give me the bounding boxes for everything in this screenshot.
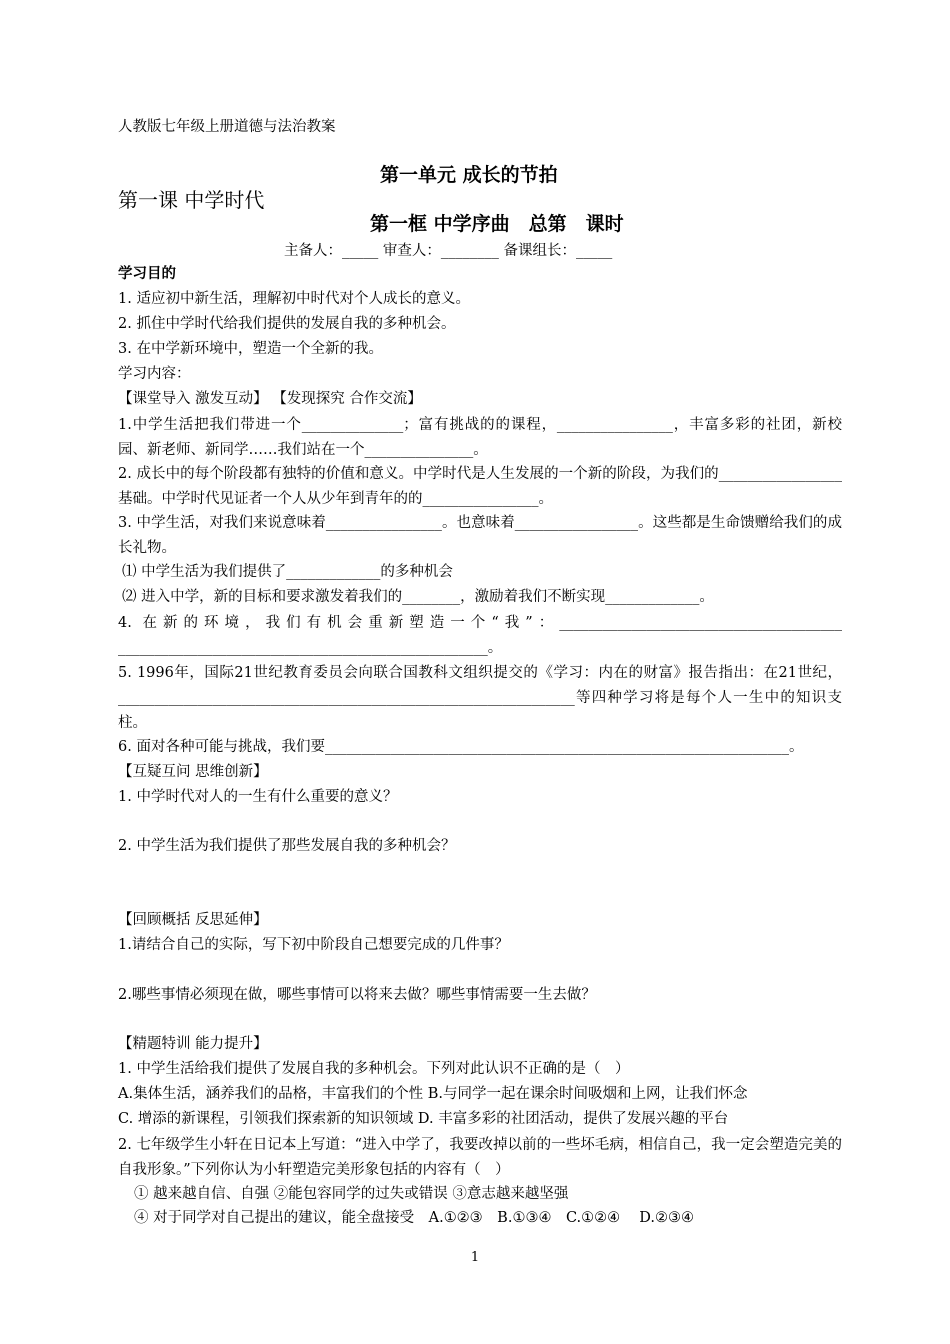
content-heading: 学习内容： (118, 366, 191, 382)
review-question-2: 2.哪些事情必须现在做，哪些事情可以将来去做？哪些事情需要一生去做？ (118, 987, 596, 1003)
review-heading: 【回顾概括 反思延伸】 (118, 912, 268, 928)
content-question-5: 5. 1996年，国际21世纪教育委员会向联合国教科文组织提交的《学习：内在的财富》报告指出：在21世纪，_______________________________________________________________等四种学习将是每个人一生中的知识支柱。 (118, 665, 842, 731)
content-question-4: 4. 在新的环境，我们有机会重新塑造一个“我”：_______________________________________ ___________________________________________________。 (118, 615, 842, 656)
frame-title: 第一框 中学序曲 总第 课时 (370, 213, 624, 235)
training-heading: 【精题特训 能力提升】 (118, 1036, 268, 1052)
training-question-2: 2. 七年级学生小轩在日记本上写道：“进入中学了，我要改掉以前的一些坏毛病，相信自己，我一定会塑造完美的自我形象。”下列你认为小轩塑造完美形象包括的内容有（ ） (118, 1137, 842, 1178)
content-question-3-1: ⑴ 中学生活为我们提供了_____________的多种机会 (122, 564, 453, 580)
section-intro-heading: 【课堂导入 激发互动】 【发现探究 合作交流】 (118, 391, 422, 407)
document-header: 人教版七年级上册道德与法治教案 (118, 119, 336, 135)
objective-item: 3. 在中学新环境中，塑造一个全新的我。 (118, 341, 383, 357)
objectives-heading: 学习目的 (118, 265, 176, 282)
inquiry-heading: 【互疑互问 思维创新】 (118, 764, 268, 780)
training-question-1: 1. 中学生活给我们提供了发展自我的多种机会。下列对此认识不正确的是（ ） (118, 1061, 630, 1077)
training-question-1-options-cd: C. 增添的新课程，引领我们探索新的知识领域 D. 丰富多彩的社团活动，提供了发展兴趣的平台 (118, 1111, 729, 1127)
objective-item: 2. 抓住中学时代给我们提供的发展自我的多种机会。 (118, 316, 456, 332)
content-question-1: 1.中学生活把我们带进一个______________；富有挑战的的课程，________________，丰富多彩的社团，新校园、新老师、新同学……我们站在一个_______________。 (118, 417, 842, 458)
objective-item: 1. 适应初中新生活，理解初中时代对个人成长的意义。 (118, 291, 470, 307)
preparers-line: 主备人：_____ 审查人：________ 备课组长：_____ (284, 243, 613, 259)
training-question-2-options-2: ④ 对于同学对自己提出的建议，能全盘接受 A.①②③ B.①③④ C.①②④ D.②③④ (134, 1210, 694, 1226)
training-question-2-options-1: ① 越来越自信、自强 ②能包容同学的过失或错误 ③意志越来越坚强 (134, 1186, 569, 1202)
lesson-title: 第一课 中学时代 (118, 188, 265, 212)
inquiry-question-1: 1. 中学时代对人的一生有什么重要的意义？ (118, 789, 398, 805)
page-number: 1 (470, 1250, 480, 1265)
unit-title: 第一单元 成长的节拍 (380, 164, 558, 186)
inquiry-question-2: 2. 中学生活为我们提供了那些发展自我的多种机会？ (118, 838, 456, 854)
review-question-1: 1.请结合自己的实际，写下初中阶段自己想要完成的几件事？ (118, 937, 509, 953)
content-question-2: 2. 成长中的每个阶段都有独特的价值和意义。中学时代是人生发展的一个新的阶段，为我们的_________________基础。中学时代见证者一个人从少年到青年的的________________。 (118, 466, 842, 507)
content-question-3-2: ⑵ 进入中学，新的目标和要求激发着我们的________，激励着我们不断实现_____________。 (122, 589, 714, 605)
content-question-3: 3. 中学生活，对我们来说意味着________________。也意味着_________________。这些都是生命馈赠给我们的成长礼物。 (118, 515, 842, 556)
content-question-6: 6. 面对各种可能与挑战，我们要________________________________________________________________。 (118, 739, 804, 755)
training-question-1-options-ab: A.集体生活，涵养我们的品格，丰富我们的个性 B.与同学一起在课余时间吸烟和上网，让我们怀念 (118, 1086, 748, 1102)
